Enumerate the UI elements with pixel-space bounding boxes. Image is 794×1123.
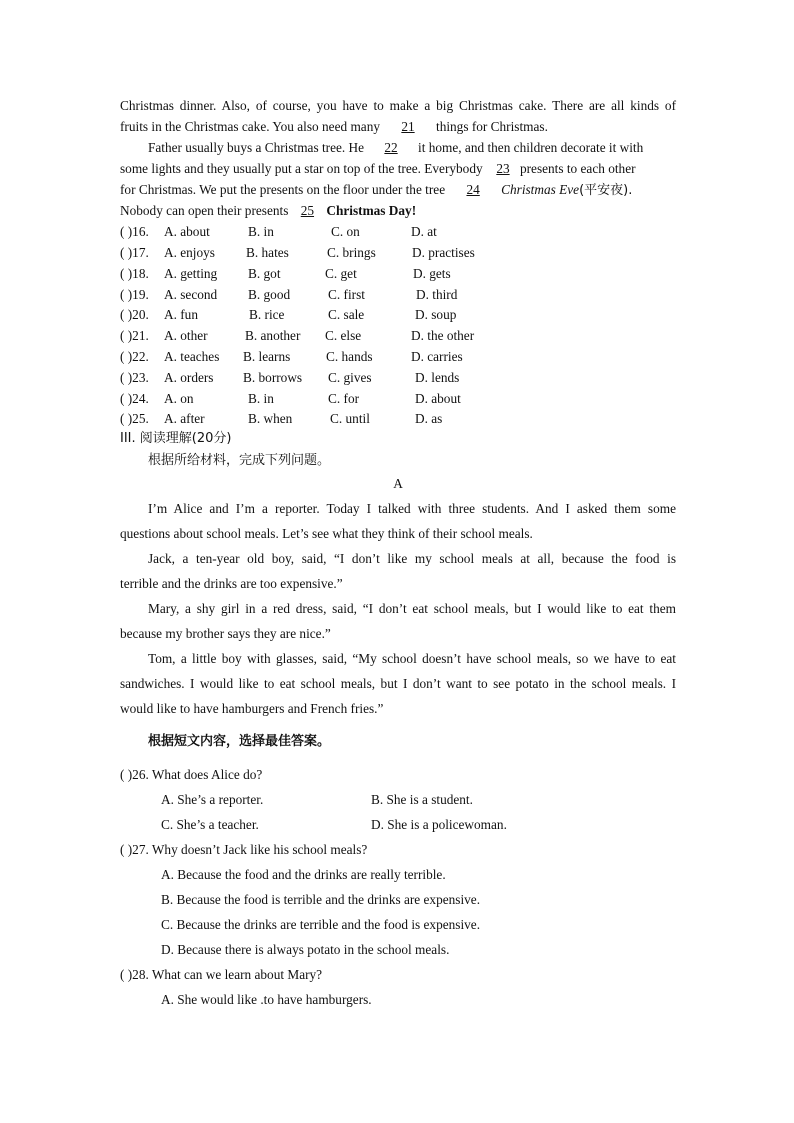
cloze-line (120, 204, 676, 217)
option-a: A. after (164, 411, 205, 426)
option-c: C. until (330, 411, 370, 426)
cloze-text: Nobody can open their presents (120, 203, 289, 218)
cloze-text: Father usually buys a Christmas tree. He (148, 140, 365, 155)
passage-line: Tom, a little boy with glasses, said, “My school doesn’t have school meals, so we have to eat (148, 651, 676, 666)
question-27-option-c: C. Because the drinks are terrible and the food is expensive. (161, 917, 481, 932)
option-a: A. second (164, 287, 218, 302)
cloze-text-italic: Christmas Eve (501, 182, 580, 197)
option-c: C. brings (327, 245, 376, 260)
option-a: A. about (164, 224, 210, 239)
question-26-stem: ( )26. What does Alice do? (120, 767, 263, 782)
option-c: C. for (328, 391, 360, 406)
question-28-stem: ( )28. What can we learn about Mary? (120, 967, 323, 982)
option-d: D. third (416, 287, 458, 302)
passage-line: sandwiches. I would like to eat school meals, but I don’t want to see potato in the school meals. I (120, 676, 676, 691)
cloze-line: Christmas dinner. Also, of course, you have to make a big Christmas cake. There are all kinds of (120, 98, 676, 113)
choose-instruction: 根据短文内容，选择最佳答案。 (148, 734, 331, 749)
blank-25: 25 (300, 203, 315, 218)
passage-line: because my brother says they are nice.” (120, 626, 331, 641)
passage-line: Jack, a ten-year old boy, said, “I don’t like my school meals at all, because the food is (148, 551, 676, 566)
question-number: ( )22. (120, 349, 149, 364)
option-c: C. on (331, 224, 360, 239)
blank-22: 22 (384, 140, 398, 155)
cloze-text: some lights and they usually put a star on top of the tree. Everybody (120, 161, 483, 176)
option-b: B. in (248, 391, 274, 406)
option-d: D. carries (411, 349, 463, 364)
question-number: ( )20. (120, 307, 149, 322)
question-number: ( )16. (120, 224, 149, 239)
section-instruction: 根据所给材料，完成下列问题。 (148, 453, 331, 468)
question-number: ( )19. (120, 287, 149, 302)
question-27-stem: ( )27. Why doesn’t Jack like his school meals? (120, 842, 368, 857)
cloze-line (120, 183, 676, 197)
option-c: C. first (328, 287, 365, 302)
option-d: D. gets (413, 266, 451, 281)
cloze-line (120, 162, 676, 175)
passage-line: would like to have hamburgers and French fries.” (120, 701, 384, 716)
option-b: B. another (245, 328, 301, 343)
question-27-option-b: B. Because the food is terrible and the drinks are expensive. (161, 892, 481, 907)
question-number: ( )17. (120, 245, 149, 260)
option-b: B. hates (246, 245, 289, 260)
option-d: D. practises (412, 245, 475, 260)
question-28-option-a: A. She would like .to have hamburgers. (161, 992, 372, 1007)
option-a: A. getting (164, 266, 218, 281)
cloze-text: Christmas Day! (326, 203, 417, 218)
option-d: D. lends (415, 370, 460, 385)
question-number: ( )21. (120, 328, 149, 343)
option-b: B. when (248, 411, 293, 426)
passage-line: terrible and the drinks are too expensive.” (120, 576, 343, 591)
option-a: A. fun (164, 307, 198, 322)
option-b: B. borrows (243, 370, 303, 385)
option-b: B. learns (243, 349, 291, 364)
section-heading: III. 阅读理解(20分) (120, 431, 232, 446)
question-26-option-a: A. She’s a reporter. (161, 792, 264, 807)
option-d: D. at (411, 224, 437, 239)
cloze-text: fruits in the Christmas cake. You also need many (120, 119, 380, 134)
option-a: A. orders (164, 370, 214, 385)
question-26-option-b: B. She is a student. (371, 792, 473, 807)
option-d: D. as (415, 411, 443, 426)
option-c: C. gives (328, 370, 372, 385)
question-number: ( )23. (120, 370, 149, 385)
passage-line: questions about school meals. Let’s see what they think of their school meals. (120, 526, 533, 541)
option-a: A. teaches (164, 349, 220, 364)
question-number: ( )25. (120, 411, 149, 426)
question-26-option-c: C. She’s a teacher. (161, 817, 259, 832)
option-c: C. sale (328, 307, 365, 322)
option-b: B. good (248, 287, 291, 302)
blank-21: 21 (401, 119, 415, 134)
option-b: B. got (248, 266, 281, 281)
option-d: D. about (415, 391, 461, 406)
question-27-option-d: D. Because there is always potato in the school meals. (161, 942, 450, 957)
option-c: C. else (325, 328, 362, 343)
passage-label: A (393, 476, 403, 491)
option-b: B. in (248, 224, 274, 239)
cloze-text: things for Christmas. (436, 119, 548, 134)
option-b: B. rice (249, 307, 285, 322)
option-a: A. enjoys (164, 245, 215, 260)
cloze-text: it home, and then children decorate it with (418, 140, 644, 155)
option-d: D. the other (411, 328, 475, 343)
option-a: A. other (164, 328, 208, 343)
option-c: C. get (325, 266, 357, 281)
question-26-option-d: D. She is a policewoman. (371, 817, 507, 832)
question-number: ( )18. (120, 266, 149, 281)
cloze-text: presents to each other (519, 161, 636, 176)
option-a: A. on (164, 391, 194, 406)
question-27-option-a: A. Because the food and the drinks are really terrible. (161, 867, 446, 882)
option-d: D. soup (415, 307, 457, 322)
blank-24: 24 (466, 182, 480, 197)
option-c: C. hands (326, 349, 373, 364)
question-number: ( )24. (120, 391, 149, 406)
cloze-text-chinese: (平安夜). (579, 183, 633, 198)
cloze-line (120, 141, 676, 154)
passage-line: I’m Alice and I’m a reporter. Today I talked with three students. And I asked them some (148, 501, 676, 516)
cloze-text: for Christmas. We put the presents on the floor under the tree (120, 182, 446, 197)
passage-line: Mary, a shy girl in a red dress, said, “I don’t eat school meals, but I would like to eat them (148, 601, 676, 616)
blank-23: 23 (496, 161, 510, 176)
cloze-line (120, 120, 676, 133)
